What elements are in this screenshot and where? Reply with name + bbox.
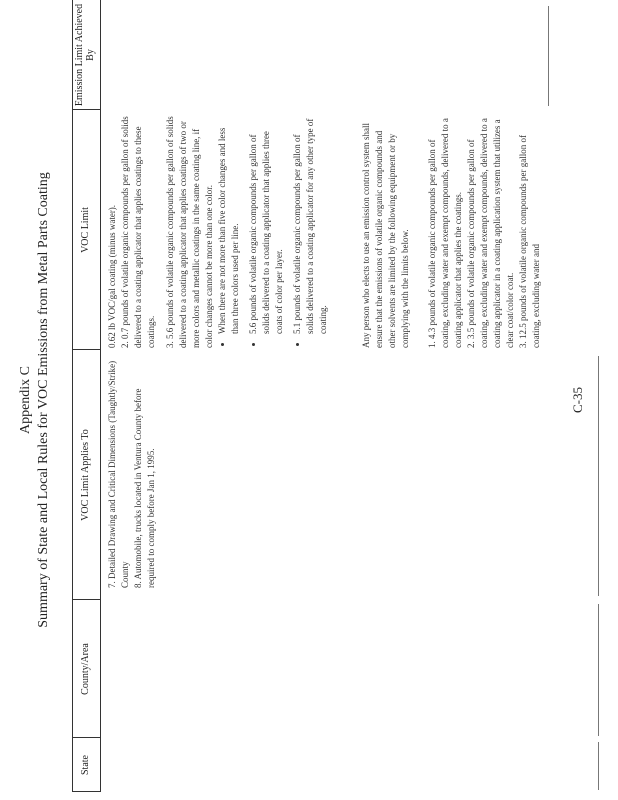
table-top-rule [72,0,73,792]
voc-limit-item: 1. 4.3 pounds of volatile organic compounds per gallon of coating, excluding water and exempt compounds, delivered to a coating applicator that applies the coatings. [427,118,463,348]
voc-limit-bullet: • 5.1 pounds of volatile organic compounds per gallon of solids delivered to a coating applicator for any other type of coating. [291,114,330,334]
voc-limit-item: 2. 0.7 pounds of volatile organic compounds per gallon of solids delivered to a coating applicator that applies coatings to these coatings. [120,116,156,348]
applies-to-item: 8. Automobile, trucks located in Ventura County before required to comply before Jan 1, 1995. [133,388,156,588]
voc-limit-item: 3. 12.5 pounds of volatile organic compounds per gallon of coating, excluding water and [518,134,541,348]
voc-limit-cell [106,114,335,348]
applies-to-cell [106,360,158,588]
table-header-rule [100,0,101,792]
page-number: C-35 [570,387,585,413]
row-separator-tick [548,6,549,106]
column-header-county: County/Area [80,643,91,695]
voc-limit-bullet-list [216,114,330,348]
voc-limit-item: 3. 5.6 pounds of volatile organic compounds per gallon of solids delivered to a coating applicator that applies coatings of two or more colors and metallic coatings in the same coating line, if color changes cannot be more than one color. [165,116,214,348]
control-system-note: Any person who elects to use an emission control system shall ensure that the emissions of volatile organic compounds and other solvents are limited by the following equipment or by complying with the limits below. [361,123,410,348]
row-separator-tick [598,604,599,736]
voc-limit-bullet: • 5.6 pounds of volatile organic compounds per gallon of solids delivered to a coating applicator that applies three coats of color per layer. [247,114,286,334]
column-header-state: State [80,755,91,775]
column-header-applies-to: VOC Limit Applies To [80,429,91,521]
row-separator-tick [598,742,599,790]
column-header-voc-limit: VOC Limit [80,207,91,253]
voc-limit-cell-lower [426,114,543,348]
voc-limit-item: 2. 3.5 pounds of volatile organic compounds per gallon of coating, excluding water and exempt compounds, delivered to a coating applicator in a coating application system that utilizes a clear coat/color coat. [466,118,515,348]
row-separator-tick [598,356,599,596]
voc-limit-item: 0.62 lb VOC/gal coating (minus water). [107,204,117,348]
column-header-achieved-by: Emission Limit Achieved By [74,3,96,107]
applies-to-item: 7. Detailed Drawing and Critical Dimensions (Taughtly/Strike) County [107,360,130,588]
voc-limit-bullet: • When there are not more than five color changes and less than three colors used per line. [216,114,242,334]
appendix-label: Appendix C [18,365,33,435]
page-title: Summary of State and Local Rules for VOC Emissions from Metal Parts Coating [36,172,51,628]
